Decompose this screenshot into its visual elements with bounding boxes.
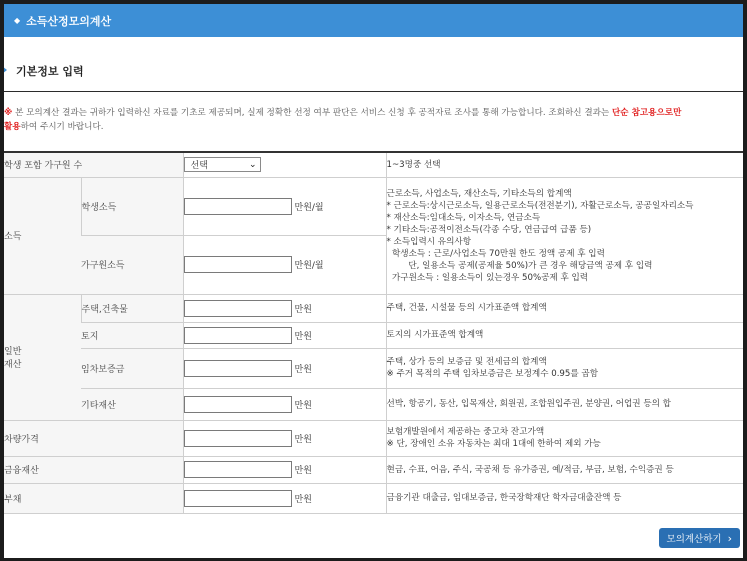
financial-cell [183, 456, 386, 483]
other-property-cell [183, 388, 386, 420]
family-income-label: 가구원소득 [81, 235, 183, 294]
financial-label: 금융재산 [4, 456, 183, 483]
financial-desc: 현금, 수표, 어음, 주식, 국공채 등 유가증권, 예/적금, 부금, 보험, 수익증권 등 [386, 456, 743, 483]
notice-mark: ※ [4, 108, 13, 118]
house-input[interactable] [184, 300, 292, 317]
notice-highlight-a: 단순 참고용으로만 [611, 108, 682, 118]
calculate-button-label: 모의계산하기 [666, 534, 722, 545]
deposit-input[interactable] [184, 360, 292, 377]
house-label: 주택,건축물 [81, 294, 183, 322]
income-desc-line: 단, 일용소득 공제(공제율 50%)가 큰 경우 해당금액 공제 후 입력 [386, 260, 653, 271]
land-desc: 토지의 시가표준액 합계액 [386, 322, 743, 348]
property-other-row [4, 388, 743, 420]
other-property-label: 기타재산 [81, 388, 183, 420]
property-label-line: 재산 [4, 360, 22, 370]
land-cell [183, 322, 386, 348]
student-income-label: 학생소득 [81, 177, 183, 235]
house-unit: 만원 [294, 304, 312, 315]
deposit-desc [386, 348, 743, 388]
property-land-row [4, 322, 743, 348]
notice-highlight-b: 활용 [4, 122, 21, 132]
financial-row [4, 456, 743, 483]
diamond-icon: ◆ [14, 16, 21, 25]
income-desc-line: * 기타소득:공적이전소득(각종 수당, 연금급여 급품 등) [386, 224, 592, 235]
vehicle-desc-line: ※ 단, 장애인 소유 자동차는 최대 1대에 한하여 제외 가능 [386, 439, 601, 449]
input-form-table [4, 151, 743, 514]
vehicle-desc-line: 보험개발원에서 제공하는 중고차 잔고가액 [386, 427, 545, 437]
income-desc-line: 근로소득, 사업소득, 재산소득, 기타소득의 합계액 [386, 188, 572, 199]
debt-row [4, 483, 743, 513]
deposit-unit: 만원 [294, 364, 312, 375]
income-desc-line: 가구원소득 : 일용소득이 있는경우 50%공제 후 입력 [386, 272, 589, 283]
income-student-row [4, 177, 743, 235]
land-label: 토지 [81, 322, 183, 348]
house-cell [183, 294, 386, 322]
income-desc [386, 177, 743, 294]
property-label [4, 294, 81, 420]
debt-label: 부채 [4, 483, 183, 513]
vehicle-cell [183, 420, 386, 456]
section-header [4, 51, 743, 92]
house-desc: 주택, 건물, 시설물 등의 시가표준액 합계액 [386, 294, 743, 322]
deposit-desc-line: ※ 주거 목적의 주택 임차보증금은 보정계수 0.95를 곱함 [386, 369, 599, 379]
property-house-row [4, 294, 743, 322]
income-desc-line: * 소득입력시 유의사항 [386, 236, 471, 247]
household-row [4, 152, 743, 177]
chevron-down-icon: ⌄ [248, 159, 257, 170]
financial-unit: 만원 [294, 466, 312, 476]
app-window [4, 4, 743, 558]
title-bar [4, 4, 743, 37]
student-income-input[interactable] [184, 198, 292, 215]
section-title: 기본정보 입력 [16, 65, 84, 78]
household-select-cell [183, 152, 386, 177]
family-income-unit: 만원/월 [294, 261, 324, 271]
income-desc-line: * 재산소득:임대소득, 이자소득, 연금소득 [386, 212, 541, 223]
vehicle-row [4, 420, 743, 456]
other-property-input[interactable] [184, 396, 292, 413]
property-label-line: 일반 [4, 347, 22, 357]
debt-desc: 금융기관 대출금, 임대보증금, 한국장학재단 학자금대출잔액 등 [386, 483, 743, 513]
property-deposit-row [4, 348, 743, 388]
other-property-desc: 선박, 항공기, 동산, 입목재산, 회원권, 조합원입주권, 분양권, 어업권 등의 합 [386, 388, 743, 420]
other-property-unit: 만원 [294, 400, 312, 411]
land-input[interactable] [184, 327, 292, 344]
student-income-unit: 만원/월 [294, 202, 324, 213]
debt-cell [183, 483, 386, 513]
triangle-marker-icon [4, 66, 7, 74]
household-select-value: 선택 [190, 161, 208, 172]
income-label: 소득 [4, 177, 81, 294]
notice-text-2: 하여 주시기 바랍니다. [20, 122, 104, 132]
student-income-cell [183, 177, 386, 235]
vehicle-input[interactable] [184, 430, 292, 447]
income-desc-line: 학생소득 : 근로/사업소득 70만원 한도 정액 공제 후 입력 [386, 248, 605, 259]
vehicle-unit: 만원 [294, 434, 312, 445]
chevron-right-icon: › [727, 531, 732, 545]
household-select[interactable] [184, 157, 261, 172]
deposit-desc-line: 주택, 상가 등의 보증금 및 전세금의 합계액 [386, 357, 547, 367]
land-unit: 만원 [294, 331, 312, 342]
debt-input[interactable] [184, 490, 292, 507]
household-desc: 1~3명중 선택 [386, 152, 743, 177]
calculate-button[interactable] [659, 528, 740, 548]
notice [4, 92, 743, 134]
family-income-cell [183, 235, 386, 294]
deposit-cell [183, 348, 386, 388]
income-desc-line: * 근로소득:상시근로소득, 일용근로소득(전전분기), 자활근로소득, 공공일자리소득 [386, 200, 694, 211]
page-title: 소득산정모의계산 [26, 14, 112, 28]
vehicle-label: 차량가격 [4, 420, 183, 456]
notice-text-1: 본 모의계산 결과는 귀하가 입력하신 자료를 기초로 제공되며, 실제 정확한 선정 여부 판단은 서비스 신청 후 공적자료 조사를 통해 가능합니다. 조회하신 결과는 [12, 108, 612, 118]
debt-unit: 만원 [294, 494, 312, 505]
vehicle-desc [386, 420, 743, 456]
household-label: 학생 포함 가구원 수 [4, 152, 183, 177]
family-income-input[interactable] [184, 256, 292, 273]
deposit-label: 임차보증금 [81, 348, 183, 388]
financial-input[interactable] [184, 461, 292, 478]
